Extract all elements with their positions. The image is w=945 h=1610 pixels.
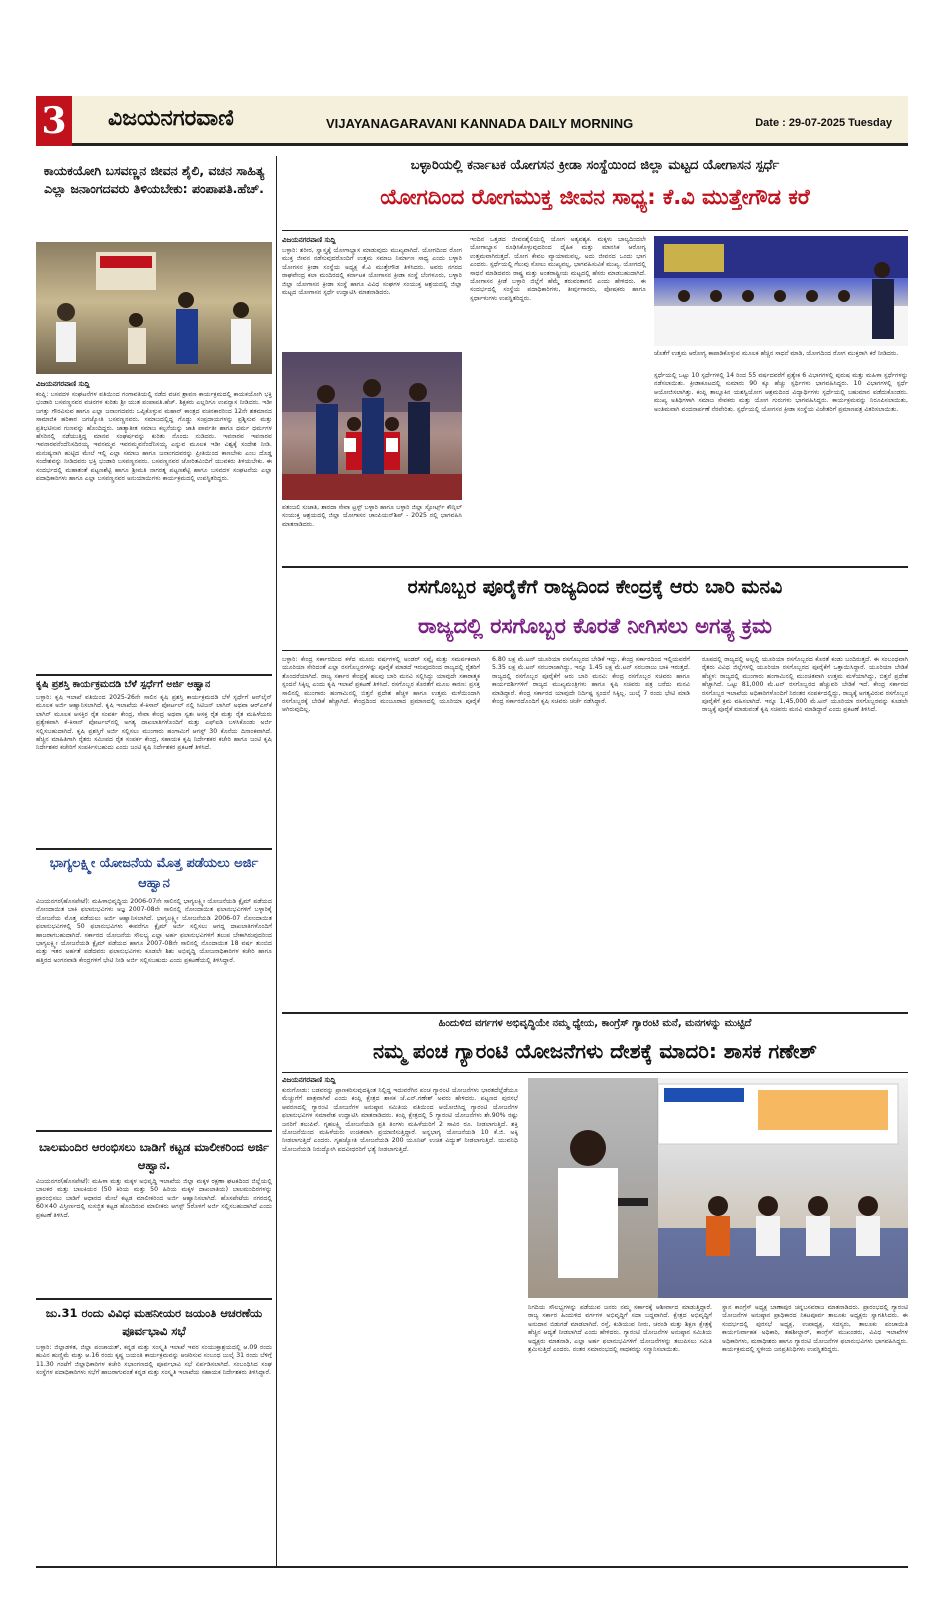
fertilizer-story	[282, 572, 908, 1012]
guarantee-photo-figures	[528, 1078, 908, 1298]
yoga-divider	[282, 230, 908, 231]
story4-headline: ಬಾಲಮಂದಿರ ಆರಂಭಿಸಲು ಬಾಡಿಗೆ ಕಟ್ಟಡ ಮಾಲೀಕರಿಂದ ಅರ್ಜಿ ಆಹ್ವಾನ.	[39, 1140, 269, 1172]
yoga-group-figures	[282, 352, 462, 500]
story3-body: ವಿಜಯನಗರ(ಹೊಸಪೇಟೆ): ಮಹಿಳಾಭಿವೃದ್ಧಿಯ 2006-07ನೇ ಸಾಲಿನಲ್ಲಿ ಭಾಗ್ಯಲಕ್ಷ್ಮೀ ಯೋಜನೆಯಡಿ ಕ್ಲೈಮ್ ಪಡೆಯದ ನೋಂದಾಯಿತ ಬಾಕಿ ಫಲಾನುಭವಿಗಳು ಅಜ್ಞ 2007-08ನೇ ಸಾಲಿನಲ್ಲಿ ನೋಂದಾಯಿತ ಫಲಾನುಭವಿಗಳಿಗೆ ಬಳ್ಳಾರಿಕೈ ಯೋಜನೆಯ ಮೊತ್ತ ಪಡೆಯಲು ಅರ್ಜಿ ಆಹ್ವಾನಿಸಲಾಗಿದೆ. ಭಾಗ್ಯಲಕ್ಷ್ಮೀ ಯೋಜನೆಯಡಿ 2006-07 ನೋಂದಾಯಿತ ಫಲಾನುಭವಿಗಳಲ್ಲಿ 50 ಫಲಾನುಭವಿಗಳು ಈವರೆಗೂ ಕ್ಲೈಮ್ ಅರ್ಜಿ ಸಲ್ಲಿಸಲು ಆಗದ್ದ ದಾಖಲಾತಿಗಳೊಂದಿಗೆ ಹಾಜರಾಗಬಹುದಾಗಿದೆ. ಸರ್ಕಾರದ ಯೋಜನೆಯ ಸೌಲಭ್ಯ ಎಲ್ಲಾ ಅರ್ಹ ಫಲಾನುಭವಿಗಳಿಗೆ ತಲುಪ ಬೇಕಾಗಿರುವುದರಿಂದ ಭಾಗ್ಯಲಕ್ಷ್ಮೀ ಯೋಜನೆಯಡಿ ಕ್ಲೈಮ್ ಪಡೆಯದ ಹಾಗೂ 2007-08ನೇ ಸಾಲಿನಲ್ಲಿ ನೊಂದಾಯಿತ 18 ವರ್ಷ ತುಂಬಿದ ಮತ್ತು ಇತರ ಅರ್ಹತೆ ಪಡೆದವರು ಫಲಾನುಭವಿಗಳು ಕೂಡಲೇ ಶಿಶು ಅಭಿವೃದ್ಧಿ ಯೋಜನಾಧಿಕಾರಿಗಳ ಕಚೇರಿ ಹಾಗೂ ಹತ್ತಿರದ ಅಂಗನವಾಡಿ ಕೇಂದ್ರಗಳಿಗೆ ಭೇಟಿ ನೀಡಿ ಅರ್ಜಿ ಸಲ್ಲಿಸಬಹುದು ಎಂದು ಪ್ರಕಟಣೆಯಲ್ಲಿ ತಿಳಿಸಿದ್ದಾರೆ.	[36, 898, 272, 964]
fertilizer-col3: ರೂಪದಲ್ಲಿ ರಾಜ್ಯದಲ್ಲಿ ಅಲ್ಲಲ್ಲಿ ಯೂರಿಯಾ ರಸಗೊಬ್ಬರದ ಕೊರತೆ ಕಂಡು ಬಂದಿರುತ್ತದೆ. ಈ ಸಂಬಂಧವಾಗಿ ರೈತರು ವಿವಿಧ ಜಿಲ್ಲೆಗಳಲ್ಲಿ ಯೂರಿಯಾ ರಸಗೊಬ್ಬರದ ಪೂರೈಕೆಗೆ ಒತ್ತಾಯಿಸಿದ್ದಾರೆ. ಯೂರಿಯಾ ಬೇಡಿಕೆ ಹೆಚ್ಚಳ: ರಾಜ್ಯದಲ್ಲಿ ಮುಂಗಾರು ಹಂಗಾಮಿನಲ್ಲಿ ಮುಂಚಿತವಾಗಿ ಉತ್ತಮ ಮಳೆಯಾಗಿದ್ದು, ಬಿತ್ತನೆ ಪ್ರದೇಶ ಹೆಚ್ಚಾಗಿದೆ. ಒಟ್ಟು 81,000 ಮೆ.ಟನ್ ರಸಗೊಬ್ಬರದ ಹೆಚ್ಚುವರಿ ಬೇಡಿಕೆ ಇದೆ. ಕೇಂದ್ರ ಸರ್ಕಾರದ ರಸಗೊಬ್ಬರ ಇಲಾಖೆಯ ಅಧಿಕಾರಿಗಳೊಂದಿಗೆ ನಿರಂತರ ಸಂಪರ್ಕದಲ್ಲಿದ್ದು, ರಾಜ್ಯಕ್ಕೆ ಅಗತ್ಯವಿರುವ ರಸಗೊಬ್ಬರ ಪೂರೈಕೆಗೆ ಕ್ರಮ ವಹಿಸಲಾಗಿದೆ. ಇನ್ನೂ 1,45,000 ಮೆ.ಟನ್ ಯೂರಿಯಾ ರಸಗೊಬ್ಬರವನ್ನು ಕೂಡಲೇ ರಾಜ್ಯಕ್ಕೆ ಪೂರೈಕೆ ಮಾಡುವಂತೆ ಕೃಷಿ ಸಚಿವರು ಮನವಿ ಮಾಡಿದ್ದಾರೆ ಎಂದು ಪ್ರಕಟಣೆ ತಿಳಿಸಿದೆ.	[702, 656, 908, 714]
fertilizer-headline: ರಾಜ್ಯದಲ್ಲಿ ರಸಗೊಬ್ಬರ ಕೊರತೆ ನೀಗಿಸಲು ಅಗತ್ಯ ಕ್ರಮ	[417, 614, 773, 638]
fertilizer-kicker: ರಸಗೊಬ್ಬರ ಪೂರೈಕೆಗೆ ರಾಜ್ಯದಿಂದ ಕೇಂದ್ರಕ್ಕೆ ಆರು ಬಾರಿ ಮನವಿ	[407, 576, 783, 598]
guarantee-col3: ಸ್ಥಾನ ಕಾಂಗ್ರೆಸ್ ಅಧ್ಯಕ್ಷ ಬಾಣಾಪುರ ಚನ್ನಬಸವರಾಜ ಮಾತನಾಡಿದರು. ಪ್ರಾರಂಭದಲ್ಲಿ ಗ್ಯಾರಂಟಿ ಯೋಜನೆಗಳ ಅನುಷ್ಠಾನ ಪ್ರಾಧಿಕಾರದ ನಿಕಟಪೂರ್ವ ತಾಲೂಕು ಅಧ್ಯಕ್ಷರು ಸ್ವಾಗತಿಸಿದರು. ಈ ಸಂದರ್ಭದಲ್ಲಿ ಪುರಸಭೆ ಅಧ್ಯಕ್ಷ, ಉಪಾಧ್ಯಕ್ಷ, ಸದಸ್ಯರು, ತಾಲೂಕು ಪಂಚಾಯಿತಿ ಕಾರ್ಯನಿರ್ವಾಹಕ ಅಧಿಕಾರಿ, ತಹಶೀಲ್ದಾರ್, ಕಾಂಗ್ರೆಸ್ ಮುಖಂಡರು, ವಿವಿಧ ಇಲಾಖೆಗಳ ಅಧಿಕಾರಿಗಳು, ಮಠಾಧೀಶರು ಹಾಗೂ ಗ್ಯಾರಂಟಿ ಯೋಜನೆಗಳ ಫಲಾನುಭವಿಗಳು ಭಾಗವಹಿಸಿದ್ದರು. ಕಾರ್ಯಕ್ರಮದಲ್ಲಿ ಸ್ಥಳೀಯ ಜನಪ್ರತಿನಿಧಿಗಳು ಉಪಸ್ಥಿತರಿದ್ದರು.	[722, 1304, 908, 1354]
yoga-headline: ಯೋಗದಿಂದ ರೋಗಮುಕ್ತ ಜೀವನ ಸಾಧ್ಯ: ಕೆ.ವಿ ಮುತ್ತೇಗೌಡ ಕರೆ	[380, 185, 810, 210]
bottom-rule	[36, 1566, 908, 1568]
brand-kannada: ವಿಜಯನಗರವಾಣಿ	[108, 106, 234, 131]
yoga-story	[282, 158, 908, 568]
story1-photo-figures	[36, 242, 272, 374]
page-number: 3	[36, 96, 72, 146]
yoga-col3: ಸ್ಪರ್ಧೆಯಲ್ಲಿ ಒಟ್ಟು 10 ಸ್ಪರ್ಧೆಗಳಲ್ಲಿ 14 ರಿಂದ 55 ವರ್ಷದವರೆಗೆ ಪ್ರತ್ಯೇಕ 6 ವಿಭಾಗಗಳಲ್ಲಿ ಪುರುಷ ಮತ್ತು ಮಹಿಳಾ ಸ್ಪರ್ಧೆಗಳನ್ನು ನಡೆಸಲಾಯಿತು. ಕ್ರೀಡಾಕೂಟದಲ್ಲಿ ಸುಮಾರು 90 ಕ್ಕೂ ಹೆಚ್ಚು ಸ್ಪರ್ಧಿಗಳು ಭಾಗವಹಿಸಿದ್ದರು. 10 ವಿಭಾಗಗಳಲ್ಲಿ ಸ್ಪರ್ಧೆ ಆಯೋಜಿಸಲಾಗಿತ್ತು. ಕಂಪ್ಲಿ ತಾಲ್ಲೂಕಿನ ಯಶಸ್ವಿಯೋಗ ಆಶ್ರಮದಿಂದ ವಿದ್ಯಾರ್ಥಿಗಳು ಸ್ಪರ್ಧೆಯಲ್ಲಿ ಬಹುಮಾನ ಪಡೆದುಕೊಂಡರು. ಮುಖ್ಯ ಅತಿಥಿಗಳಾಗಿ ಸಮಾಜ ಸೇವಕರು ಮತ್ತು ಯೋಗ ಗುರುಗಳು ಭಾಗವಹಿಸಿದ್ದರು. ಕಾರ್ಯಕ್ರಮವನ್ನು ನಿರೂಪಿಸಲಾಯಿತು, ಅಂತಿಮವಾಗಿ ವಂದನಾರ್ಪಣೆ ನೆರವೇರಿತು. ಸ್ಪರ್ಧೆಯಲ್ಲಿ ಯೋಗಸನ ಕ್ರೀಡಾ ಸಂಸ್ಥೆಯ ವಿಜೇತರಿಗೆ ಪ್ರಮಾಣಪತ್ರ ವಿತರಿಸಲಾಯಿತು.	[654, 372, 908, 413]
story5-body: ಬಳ್ಳಾರಿ: ಜಿಲ್ಲಾಡಳಿತ, ಜಿಲ್ಲಾ ಪಂಚಾಯತ್, ಕನ್ನಡ ಮತ್ತು ಸಂಸ್ಕೃತಿ ಇಲಾಖೆ ಇವರ ಸಂಯುಕ್ತಾಶ್ರಯದಲ್ಲಿ ಆ.09 ರಂದು ಹುವಿನ ಹುಣ್ಣಿಮೆ ಮತ್ತು ಆ.16 ರಂದು ಕೃಷ್ಣ ಜಯಂತಿ ಕಾರ್ಯಕ್ರಮವನ್ನು ಆಚರಿಸುವ ಸಂಬಂಧ ಜುಲೈ 31 ರಂದು ಬೆಳಿಗ್ಗೆ 11.30 ಗಂಟೆಗೆ ಜಿಲ್ಲಾಧಿಕಾರಿಗಳ ಕಚೇರಿ ಸಭಾಂಗಣದಲ್ಲಿ ಪೂರ್ವಭಾವಿ ಸಭೆ ಏರ್ಪಡಿಸಲಾಗಿದೆ. ಸಂಬಂಧಿಸಿದ ಸಂಘ ಸಂಸ್ಥೆಗಳ ಪದಾಧಿಕಾರಿಗಳು ಸಭೆಗೆ ಹಾಜರಾಗುವಂತೆ ಕನ್ನಡ ಮತ್ತು ಸಂಸ್ಕೃತಿ ಇಲಾಖೆಯ ಸಹಾಯಕ ನಿರ್ದೇಶಕರು ತಿಳಿಸಿದ್ದಾರೆ.	[36, 1344, 272, 1377]
story1-byline: ವಿಜಯನಗರವಾಣಿ ಸುದ್ದಿ	[36, 380, 90, 388]
left-divider-4	[36, 1298, 272, 1300]
fertilizer-divider	[282, 650, 908, 651]
brand-english: VIJAYANAGARAVANI KANNADA DAILY MORNING	[326, 116, 634, 131]
guarantee-byline: ವಿಜಯನಗರವಾಣಿ ಸುದ್ದಿ	[282, 1076, 336, 1084]
yoga-col2: ಇಂದಿನ ಒತ್ತಡದ ಜೀವನಶೈಲಿಯಲ್ಲಿ ಯೋಗ ಅತ್ಯವಶ್ಯಕ. ಮಕ್ಕಳು ಬಾಲ್ಯದಿಂದಲೇ ಯೋಗಾಭ್ಯಾಸ ರೂಢಿಸಿಕೊಳ್ಳುವುದರಿಂದ ದೈಹಿಕ ಮತ್ತು ಮಾನಸಿಕ ಆರೋಗ್ಯ ಉತ್ತಮವಾಗಿರುತ್ತದೆ. ಯೋಗ ಕೇವಲ ವ್ಯಾಯಾಮವಲ್ಲ, ಅದು ಜೀವನದ ಒಂದು ಭಾಗ ಎಂದರು. ಸ್ಪರ್ಧೆಯಲ್ಲಿ ಗೆಲುವು ಸೋಲು ಮುಖ್ಯವಲ್ಲ, ಭಾಗವಹಿಸುವಿಕೆ ಮುಖ್ಯ. ಯೋಗದಲ್ಲಿ ಸಾಧನೆ ಮಾಡಿದವರು ರಾಷ್ಟ್ರ ಮತ್ತು ಅಂತರಾಷ್ಟ್ರೀಯ ಮಟ್ಟದಲ್ಲಿ ಹೆಸರು ಮಾಡಬಹುದಾಗಿದೆ. ಯೋಗಾಸನ ಕ್ರೀಡೆ ಬಳ್ಳಾರಿ ಜಿಲ್ಲೆಗೆ ಹೆಮ್ಮೆ ತರುವಂತಾಗಲಿ ಎಂದು ಹೇಳಿದರು. ಈ ಸಂದರ್ಭದಲ್ಲಿ ಸಂಸ್ಥೆಯ ಪದಾಧಿಕಾರಿಗಳು, ತೀರ್ಪುಗಾರರು, ಪೋಷಕರು ಹಾಗೂ ಸ್ಪರ್ಧಾಳುಗಳು ಉಪಸ್ಥಿತರಿದ್ದರು.	[470, 236, 646, 302]
guarantee-story	[282, 1016, 908, 1566]
yoga-col1: ಬಳ್ಳಾರಿ: ಶರೀರ, ಸ್ವಾಸ್ತ್ಯಕ್ಕೆ ಯೋಗಾಭ್ಯಾಸ ಮಾಡುವುದು ಮುಖ್ಯವಾಗಿದೆ. ಯೋಗದಿಂದ ರೋಗ ಮುಕ್ತ ಜೀವನ ನಡೆಸುವುದರೊಂದಿಗೆ ಉತ್ತಮ ಸಮಾಜ ನಿರ್ಮಾಣ ಸಾಧ್ಯ ಎಂದು ಬಳ್ಳಾರಿ ಯೋಗಸನ ಕ್ರೀಡಾ ಸಂಸ್ಥೆಯ ಅಧ್ಯಕ್ಷ ಕೆ.ವಿ ಮುತ್ತೇಗೌಡ ತಿಳಿಸಿದರು. ಅವರು ನಗರದ ರಾಘವೇಂದ್ರ ಕಲಾ ಮಂದಿರದಲ್ಲಿ ಕರ್ನಾಟಕ ಯೋಗಾಸನ ಕ್ರೀಡಾ ಸಂಸ್ಥೆ ಬೆಂಗಳೂರು, ಬಳ್ಳಾರಿ ಜಿಲ್ಲಾ ಯೋಗಾಸನ ಕ್ರೀಡಾ ಸಂಸ್ಥೆ ಹಾಗೂ ವಿವಿಧ ಸಂಘಗಳ ಸಂಯುಕ್ತ ಆಶ್ರಯದಲ್ಲಿ ಜಿಲ್ಲಾ ಮಟ್ಟದ ಯೋಗಾಸನ ಸ್ಪರ್ಧೆ ಉದ್ಘಾಟಿಸಿ ಮಾತನಾಡಿದರು.	[282, 247, 462, 297]
fertilizer-col1: ಬಳ್ಳಾರಿ: ಕೇಂದ್ರ ಸರ್ಕಾರದಿಂದ ಕಳೆದ ಮೂರು ವರ್ಷಗಳಲ್ಲಿ ಅಂಡರ್ ಸಪ್ಲೈ ಮತ್ತು ಸಮರ್ಪಕವಾಗಿ ಯೂರಿಯಾ ಸೇರಿದಂತೆ ಎಲ್ಲಾ ರಸಗೊಬ್ಬರಗಳನ್ನು ಪೂರೈಕೆ ಮಾಡದೆ ಇರುವುದರಿಂದ ರಾಜ್ಯದಲ್ಲಿ ರೈತರಿಗೆ ತೊಂದರೆಯಾಗಿದೆ. ರಾಜ್ಯ ಸರ್ಕಾರ ಕೇಂದ್ರಕ್ಕೆ ಹಲವು ಬಾರಿ ಮನವಿ ಸಲ್ಲಿಸಿದ್ದು ಯಾವುದೇ ಸಕಾರಾತ್ಮಕ ಸ್ಪಂದನೆ ಸಿಕ್ಕಿಲ್ಲ ಎಂದು ಕೃಷಿ ಇಲಾಖೆ ಪ್ರಕಟಣೆ ತಿಳಿಸಿದೆ. ರಸಗೊಬ್ಬರ ಕೊರತೆಗೆ ಮೂಲ ಕಾರಣ: ಪ್ರಸಕ್ತ ಸಾಲಿನಲ್ಲಿ ಮುಂಗಾರು ಹಂಗಾಮಿನಲ್ಲಿ ಬಿತ್ತನೆ ಪ್ರದೇಶ ಹೆಚ್ಚಳ ಹಾಗೂ ಉತ್ತಮ ಮಳೆಯಿಂದಾಗಿ ರಸಗೊಬ್ಬರಕ್ಕೆ ಬೇಡಿಕೆ ಹೆಚ್ಚಾಗಿದೆ. ಕೇಂದ್ರದಿಂದ ಮಂಜೂರಾದ ಪ್ರಮಾಣದಲ್ಲಿ ಯೂರಿಯಾ ಪೂರೈಕೆ ಆಗಿರುವುದಿಲ್ಲ.	[282, 656, 480, 714]
story5-headline: ಜು.31 ರಂದು ವಿವಿಧ ಮಹನೀಯರ ಜಯಂತಿ ಆಚರಣೆಯ ಪೂರ್ವಭಾವಿ ಸಭೆ	[45, 1306, 263, 1338]
left-divider-1	[36, 674, 272, 676]
left-divider-2	[36, 848, 272, 850]
yoga-byline: ವಿಜಯನಗರವಾಣಿ ಸುದ್ದಿ	[282, 236, 336, 244]
guarantee-divider	[282, 1072, 908, 1073]
issue-date: Date : 29-07-2025 Tuesday	[755, 117, 892, 129]
guarantee-kicker: ಹಿಂದುಳಿದ ವರ್ಗಗಳ ಅಭಿವೃದ್ಧಿಯೇ ನಮ್ಮ ಧ್ಯೇಯ, ಕಾಂಗ್ರೆಸ್ ಗ್ಯಾರಂಟಿ ಮನೆ, ಮನಗಳನ್ನು ಮುಟ್ಟಿದೆ	[438, 1018, 752, 1029]
yoga-group-caption: ಪತಂಜಲಿ ಸುಜಾತಿ, ಶಾರದಾ ಸೇವಾ ಟ್ರಸ್ಟ್ ಬಳ್ಳಾರಿ ಹಾಗೂ ಬಳ್ಳಾರಿ ಜಿಲ್ಲಾ ಸ್ಪೋರ್ಟ್ಸ್ ಕೌನ್ಸಿಲ್ ಸಂಯುಕ್ತ ಆಶ್ರಯದಲ್ಲಿ ಜಿಲ್ಲಾ ಯೋಗಾಸನ ಚಾಂಪಿಯನ್‌ಶಿಪ್ - 2025 ರಲ್ಲಿ ಭಾಗವಹಿಸಿ ಮಾತನಾಡಿದರು.	[282, 504, 462, 528]
left-column	[36, 162, 272, 1377]
masthead	[36, 96, 908, 146]
main-divider-2	[282, 1012, 908, 1014]
left-divider-3	[36, 1130, 272, 1132]
yoga-stage-photo	[654, 236, 908, 346]
guarantee-photo	[528, 1078, 908, 1298]
yoga-stage-caption: ಜೊತೆಗೆ ಉತ್ತಮ ಆರೋಗ್ಯ ಕಾಪಾಡಿಕೊಳ್ಳುವ ಮೂಲಕ ಹೆಚ್ಚಿನ ಸಾಧನೆ ಮಾಡಿ, ಯೋಗದಿಂದ ರೋಗ ಮುಕ್ತರಾಗಿ ಕರೆ ನೀಡಿದರು.	[654, 350, 899, 357]
fertilizer-col2: 6.80 ಲಕ್ಷ ಮೆ.ಟನ್ ಯೂರಿಯಾ ರಸಗೊಬ್ಬರದ ಬೇಡಿಕೆ ಇದ್ದು, ಕೇಂದ್ರ ಸರ್ಕಾರದಿಂದ ಇಲ್ಲಿಯವರೆಗೆ 5.35 ಲಕ್ಷ ಮೆ.ಟನ್ ಸರಬರಾಜಾಗಿದ್ದು, ಇನ್ನೂ 1.45 ಲಕ್ಷ ಮೆ.ಟನ್ ಸರಬರಾಜು ಬಾಕಿ ಇರುತ್ತದೆ. ರಾಜ್ಯದಲ್ಲಿ ರಸಗೊಬ್ಬರ ಪೂರೈಕೆಗೆ ಆರು ಬಾರಿ ಮನವಿ: ಕೇಂದ್ರ ರಸಗೊಬ್ಬರ ಸಚಿವರು ಹಾಗೂ ಕಾರ್ಯದರ್ಶಿಗಳಿಗೆ ರಾಜ್ಯದ ಮುಖ್ಯಮಂತ್ರಿಗಳು ಹಾಗೂ ಕೃಷಿ ಸಚಿವರು ಪತ್ರ ಬರೆದು ಮನವಿ ಮಾಡಿದ್ದಾರೆ. ಕೇಂದ್ರ ಸರ್ಕಾರದ ಯಾವುದೇ ನಿರ್ದಿಷ್ಟ ಸ್ಪಂದನೆ ಸಿಕ್ಕಿಲ್ಲ. ಜುಲೈ 7 ರಂದು ಭೇಟಿ ಮಾಡಿ ಕೇಂದ್ರ ಸರ್ಕಾರದೊಂದಿಗೆ ಕೃಷಿ ಸಚಿವರು ಚರ್ಚೆ ನಡೆಸಿದ್ದಾರೆ.	[492, 656, 690, 706]
story1-photo	[36, 242, 272, 374]
column-divider	[276, 156, 277, 1566]
story1-headline: ಕಾಯಕಯೋಗಿ ಬಸವಣ್ಣನ ಜೀವನ ಶೈಲಿ, ವಚನ ಸಾಹಿತ್ಯ ಎಲ್ಲಾ ಜನಾಂಗದವರು ತಿಳಿಯಬೇಕು: ಪಂಪಾಪತಿ.ಹೆಚ್.	[43, 163, 265, 196]
story2-headline: ಕೃಷಿ ಪ್ರಶಸ್ತಿ ಕಾರ್ಯಕ್ರಮದಡಿ ಬೆಳೆ ಸ್ಪರ್ಧೆಗೆ ಅರ್ಜಿ ಆಹ್ವಾನ	[36, 679, 211, 690]
story1-body: ಕಂಪ್ಲಿ: ಬಸವದಳ ಸಂಘಟನೆಗಳ ವತಿಯಿಂದ ಗಂಗಾವತಿಯಲ್ಲಿ ನಡೆದ ವಚನ ಶ್ರಾವಣ ಕಾರ್ಯಕ್ರಮದಲ್ಲಿ ಕಾಯಕಯೋಗಿ ಭಕ್ತಿ ಭಂಡಾರಿ ಬಸವಣ್ಣನವರ ವಚನಗಳ ಕುರಿತು ಶ್ರೀ ಯುತ ಪಂಪಾಪತಿ.ಹೆಚ್. ಶಿಕ್ಷಕರು ಎಲ್ಲರಿಗೂ ಉಪನ್ಯಾಸ ನೀಡಿದರು. ಇಡೀ ಜಗತ್ತು ಗೌರವಿಸುವ ಹಾಗೂ ಎಲ್ಲಾ ಜನಾಂಗದವರು ಒಪ್ಪಿಕೊಳ್ಳುವ ಮಹಾನ್ ಕಾಂತ್ರದ ವಚನಕಾರರಿಂದ 12ನೇ ಶತಮಾನದ ಸಾಮಾಜಿಕ ಹರಿಕಾರ ಜಗಜ್ಯೋತಿ ಬಸವಣ್ಣನವರು. ಸಮಾಜದಲ್ಲಿದ್ದ ಗೊಡ್ಡು ಸಂಪ್ರದಾಯಗಳನ್ನು ಪ್ರಶ್ನಿಸುವ ಮತ್ತು ಪ್ರತಿಭಟಿಸುವ ಗುಣವನ್ನು ಹೊಂದಿದ್ದರು. ಜಾತ್ಯಾತೀತ ಸಮಾಜ ಕಲ್ಪನೆಯನ್ನು ಜಾತಿ ಪಾರ್ವತೀ ಹಾಗೂ ಧರ್ಮ ಧರ್ಮಗಳ ಹೆಸರಿನಲ್ಲಿ ನಡೆಯುತ್ತಿದ್ದ ಮಾನವ ಸಂಘರ್ಷವನ್ನು ಕುರಿತು ನೊಂದು ನುಡಿದರು. ಇವನಾರವ ಇವನಾರವ ಇವನಾರವನೆಂದೆನಿಸದಿರಯ್ಯ ಇವನಮ್ಮವ ಇವನಮ್ಮವನೆಂದೆನಿಸಯ್ಯ ಎನ್ನುವ ಮೂಲಕ ಇಡೀ ವಿಶ್ವಕ್ಕೆ ಸಂದೇಶ ನೀಡಿ. ಮನುಷ್ಯನಾಗಿ ಹುಟ್ಟಿದ ಮೇಲೆ ಇಲ್ಲಿ ಎಲ್ಲಾ ಸಮಾಜ ಹಾಗೂ ಜನಾಂಗದವರನ್ನು ಪ್ರೀತಿಯಿಂದ ಕಾಣಬೇಕು ಎಂಬ ದೊಡ್ಡ ಸಂದೇಶವನ್ನು ನೀಡಿದವರು ಭಕ್ತಿ ಭಂಡಾರಿ ಬಸವಣ್ಣನವರು. ಬಸವಣ್ಣನವರ ಜೋರಿತವಿಂದಿಗೆ ಯುವಕರು ತಿಳಿಯಬೇಕು. ಈ ಸಂದರ್ಭದಲ್ಲಿ ಮಹಾತಂತೆ ಪಟ್ಟಣಶೆಟ್ಟಿ ಹಾಗೂ ಶ್ರೀಮತಿ ನಾಗರತ್ನ ಪಟ್ಟಣಶೆಟ್ಟಿ ಹಾಗೂ ಬಸವದಳ ಸಂಘಟನೆಯ ಎಲ್ಲಾ ಪದಾಧಿಕಾರಿಗಳು ಹಾಗೂ ಎಲ್ಲಾ ಬಸವಣ್ಣನವರ ಅನುಯಾಯಿಗಳು ಕಾರ್ಯಕ್ರಮದಲ್ಲಿ ಉಪಸ್ಥಿತರಿದ್ದರು.	[36, 391, 272, 483]
yoga-group-photo	[282, 352, 462, 500]
guarantee-col1: ಕುರುಗೋಡು: ಬಡವರನ್ನು ಪ್ರಾಣಕರಿಸುವುದಕ್ಕಿಂತ ನಿಲ್ಲಿದ್ದ ಇದುವರೆಗಿನ ಪಂಚ ಗ್ಯಾರಂಟಿ ಯೋಜನೆಗಳು ಭಾರತದೆಲ್ಲೆಡೆಯೂ ಮೆಚ್ಚುಗೆಗೆ ಪಾತ್ರವಾಗಿವೆ ಎಂದು ಕಂಪ್ಲಿ ಕ್ಷೇತ್ರದ ಶಾಸಕ ಜೆ.ಎನ್.ಗಣೇಶ್ ಅವರು ಹೇಳಿದರು. ಪಟ್ಟಣದ ಪುರಸಭೆ ಆವರಣದಲ್ಲಿ ಗ್ಯಾರಂಟಿ ಯೋಜನೆಗಳ ಅನುಷ್ಠಾನ ಸಮಿತಿಯ ವತಿಯಿಂದ ಆಯೋಜಿಸಿದ್ದ ಗ್ಯಾರಂಟಿ ಯೋಜನೆಗಳ ಫಲಾನುಭವಿಗಳ ಸಮಾವೇಶ ಉದ್ಘಾಟಿಸಿ ಮಾತನಾಡಿದರು. ಕಂಪ್ಲಿ ಕ್ಷೇತ್ರದಲ್ಲಿ 5 ಗ್ಯಾರಂಟಿ ಯೋಜನೆಗಳು ಶೇ.90% ರಷ್ಟು ಜನರಿಗೆ ತಲುಪಿವೆ. ಗೃಹಲಕ್ಷ್ಮಿ ಯೋಜನೆಯಡಿ ಪ್ರತಿ ತಿಂಗಳು ಮಹಿಳೆಯರಿಗೆ 2 ಸಾವಿರ ರೂ. ನೀಡಲಾಗುತ್ತಿದೆ. ಶಕ್ತಿ ಯೋಜನೆಯಿಂದ ಮಹಿಳೆಯರು ಉಚಿತವಾಗಿ ಪ್ರಯಾಣಿಸುತ್ತಿದ್ದಾರೆ. ಅನ್ನಭಾಗ್ಯ ಯೋಜನೆಯಡಿ 10 ಕೆ.ಜಿ. ಅಕ್ಕಿ ನೀಡಲಾಗುತ್ತಿದೆ ಎಂದರು. ಗೃಹಜ್ಯೋತಿ ಯೋಜನೆಯಡಿ 200 ಯೂನಿಟ್ ಉಚಿತ ವಿದ್ಯುತ್ ನೀಡಲಾಗುತ್ತಿದೆ. ಯುವನಿಧಿ ಯೋಜನೆಯಡಿ ನಿರುದ್ಯೋಗಿ ಪದವೀಧರರಿಗೆ ಭತ್ಯೆ ನೀಡಲಾಗುತ್ತಿದೆ.	[282, 1087, 518, 1153]
yoga-stage-figures	[654, 236, 908, 346]
story2-body: ಬಳ್ಳಾರಿ: ಕೃಷಿ ಇಲಾಖೆ ವತಿಯಿಂದ 2025-26ನೇ ಸಾಲಿನ ಕೃಷಿ ಪ್ರಶಸ್ತಿ ಕಾರ್ಯಕ್ರಮದಡಿ ಬೆಳೆ ಸ್ಪರ್ಧೆಗೆ ಆನ್‌ಲೈನ್ ಮೂಲಕ ಅರ್ಜಿ ಆಹ್ವಾನಿಸಲಾಗಿದೆ. ಕೃಷಿ ಇಲಾಖೆಯ ಕೆ-ಕಿಸಾನ್ ಪೋರ್ಟಲ್ ನಲ್ಲಿ ಸಿಟಿಜನ್ ಲಾಗಿನ್ ಅಥವಾ ಆರ್‌ಎಸ್‌ಕೆ ಲಾಗಿನ್ ಮೂಲಕ ಆಸಕ್ತಿರ ರೈತ ಸಂಪರ್ಕ ಕೇಂದ್ರ, ಸೇವಾ ಕೇಂದ್ರ ಅಥವಾ ಸ್ವತಃ ಆಸಕ್ತ ರೈತ ಮತ್ತು ರೈತ ಮಹಿಳೆಯರು ಪ್ರತ್ಯೇಕವಾಗಿ ಕೆ-ಕಿಸಾನ್ ಪೋರ್ಟಲ್‌ನಲ್ಲಿ ಅಗತ್ಯ ದಾಖಲಾತಿಗಳೊಂದಿಗೆ ಮತ್ತು ಎಫ್‌ಐಡಿ ಬಳಸಿಕೊಂಡು ಅರ್ಜಿ ಸಲ್ಲಿಸಬಹುದಾಗಿದೆ. ಕೃಷಿ ಪ್ರಶಸ್ತಿಗೆ ಅರ್ಜಿ ಸಲ್ಲಿಸಲು ಮುಂಗಾರು ಹಂಗಾಮಿಗೆ ಆಗಸ್ಟ್ 30 ಕೊನೆಯ ದಿನಾಂಕವಾಗಿದೆ. ಹೆಚ್ಚಿನ ಮಾಹಿತಿಗಾಗಿ ರೈತರು ಸಮೀಪದ ರೈತ ಸಂಪರ್ಕ ಕೇಂದ್ರ, ಸಹಾಯಕ ಕೃಷಿ ನಿರ್ದೇಶಕರ ಕಚೇರಿ ಹಾಗೂ ಜಂಟಿ ಕೃಷಿ ನಿರ್ದೇಶಕರ ಕಚೇರಿಗೆ ಸಂಪರ್ಕಿಸಬಹುದು ಎಂದು ಜಂಟಿ ಕೃಷಿ ನಿರ್ದೇಶಕರ ಪ್ರಕಟಣೆ ತಿಳಿಸಿದೆ.	[36, 694, 272, 752]
story4-body: ವಿಜಯನಗರ(ಹೊಸಪೇಟೆ): ಮಹಿಳಾ ಮತ್ತು ಮಕ್ಕಳ ಅಭಿವೃದ್ಧಿ ಇಲಾಖೆಯ ಜಿಲ್ಲಾ ಮಕ್ಕಳ ರಕ್ಷಣಾ ಘಟಕದಿಂದ ಜಿಲ್ಲೆಯಲ್ಲಿ ಬಾಲಕರ ಮತ್ತು ಬಾಲಕಿಯರ (50 ಕಿರಿಯ ಮತ್ತು 50 ಹಿರಿಯ ಮಕ್ಕಳ ದಾಖಲಾತಿಯ) ಬಾಲಮಂದಿರಗಳನ್ನು ಪ್ರಾರಂಭಿಸಲು ಬಾಡಿಗೆ ಆಧಾರದ ಮೇಲೆ ಕಟ್ಟಡ ಮಾಲೀಕರಿಂದ ಅರ್ಜಿ ಆಹ್ವಾನಿಸಲಾಗಿದೆ. ಹೊಸಪೇಟೆಯ ನಗರದಲ್ಲಿ 60×40 ವಿಸ್ತೀರ್ಣದಲ್ಲಿ ಸುಸಜ್ಜಿತ ಕಟ್ಟಡ ಹೊಂದಿರುವ ಮಾಲೀಕರು ಆಗಸ್ಟ್ 5ರೊಳಗೆ ಅರ್ಜಿ ಸಲ್ಲಿಸಬಹುದಾಗಿದೆ ಎಂದು ಪ್ರಕಟಣೆ ತಿಳಿಸಿದೆ.	[36, 1178, 272, 1219]
main-divider-1	[282, 566, 908, 568]
guarantee-col2: ನಿಗದಿಯ ಸೌಲಭ್ಯಗಳನ್ನು ಪಡೆಯುವ ಜನರು ನಮ್ಮ ಸರ್ಕಾರಕ್ಕೆ ಆಶೀರ್ವಾದ ಮಾಡುತ್ತಿದ್ದಾರೆ. ರಾಜ್ಯ ಸರ್ಕಾರ ಹಿಂದುಳಿದ ವರ್ಗಗಳ ಅಭಿವೃದ್ಧಿಗೆ ಸದಾ ಬದ್ಧವಾಗಿದೆ. ಕ್ಷೇತ್ರದ ಅಭಿವೃದ್ಧಿಗೆ ಅನುದಾನ ಬಿಡುಗಡೆ ಮಾಡಲಾಗಿದೆ. ರಸ್ತೆ, ಕುಡಿಯುವ ನೀರು, ಚರಂಡಿ ಮತ್ತು ಶಿಕ್ಷಣ ಕ್ಷೇತ್ರಕ್ಕೆ ಹೆಚ್ಚಿನ ಆದ್ಯತೆ ನೀಡಲಾಗಿದೆ ಎಂದು ಹೇಳಿದರು. ಗ್ಯಾರಂಟಿ ಯೋಜನೆಗಳ ಅನುಷ್ಠಾನ ಸಮಿತಿಯ ಅಧ್ಯಕ್ಷರು ಮಾತನಾಡಿ, ಎಲ್ಲಾ ಅರ್ಹ ಫಲಾನುಭವಿಗಳಿಗೆ ಯೋಜನೆಗಳನ್ನು ತಲುಪಿಸಲು ಸಮಿತಿ ಶ್ರಮಿಸುತ್ತಿದೆ ಎಂದರು. ನಂತರ ಸಮಾರಂಭದಲ್ಲಿ ಸಾಧಕರನ್ನು ಸನ್ಮಾನಿಸಲಾಯಿತು.	[528, 1304, 712, 1354]
guarantee-headline: ನಮ್ಮ ಪಂಚ ಗ್ಯಾರಂಟಿ ಯೋಜನೆಗಳು ದೇಶಕ್ಕೆ ಮಾದರಿ: ಶಾಸಕ ಗಣೇಶ್	[373, 1039, 817, 1063]
yoga-kicker: ಬಳ್ಳಾರಿಯಲ್ಲಿ ಕರ್ನಾಟಕ ಯೋಗಸನ ಕ್ರೀಡಾ ಸಂಸ್ಥೆಯಿಂದ ಜಿಲ್ಲಾ ಮಟ್ಟದ ಯೋಗಾಸನ ಸ್ಪರ್ಧೆ	[410, 158, 780, 173]
story3-headline: ಭಾಗ್ಯಲಕ್ಷ್ಮೀ ಯೋಜನೆಯ ಮೊತ್ತ ಪಡೆಯಲು ಅರ್ಜಿ ಆಹ್ವಾನ	[49, 856, 259, 891]
